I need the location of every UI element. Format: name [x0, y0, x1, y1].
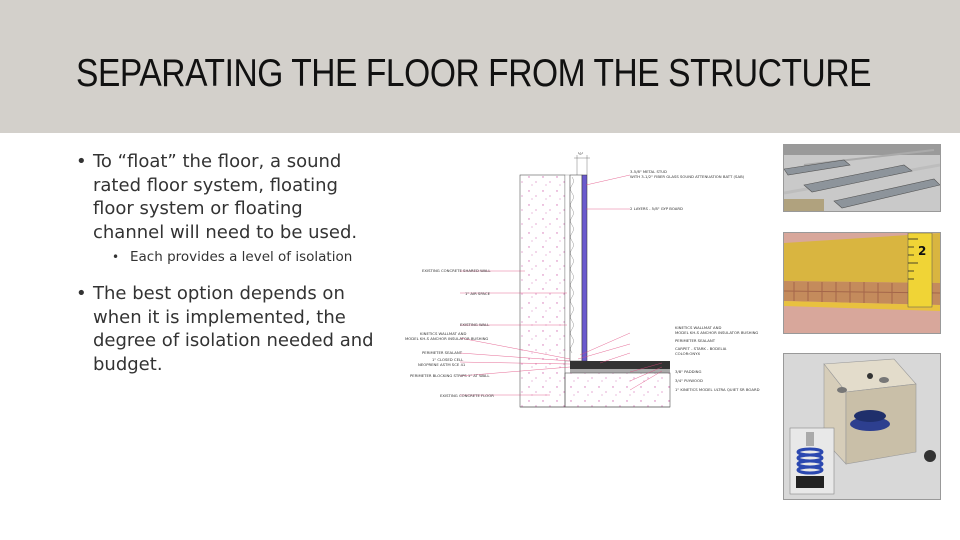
spring-isolator-photo — [783, 353, 941, 500]
drawing-label: 1" CLOSED CELL — [432, 357, 464, 362]
floor-section-drawing — [400, 145, 775, 415]
drawing-label: 1" AIR SPACE — [465, 291, 490, 296]
bullet-item — [76, 150, 376, 244]
drawing-label: PERIMETER SEALANT — [422, 350, 463, 355]
sub-bullet-item — [93, 249, 376, 266]
drawing-label: MODEL KH-S ANCHOR INSULATOR BUSHING — [405, 336, 489, 341]
air-space-shape — [565, 175, 570, 361]
drawing-label: 2 LAYERS - 5/8" GYP BOARD — [630, 206, 683, 211]
drawing-label: NEOPRENE ASTM SCE 41 — [418, 362, 466, 367]
sub-bullet-text: Each provides a level of isolation — [130, 249, 353, 265]
gyp-board-shape — [582, 175, 587, 361]
tape-number: 2 — [918, 244, 927, 258]
drawing-label: WITH 3-1/2" FIBER GLASS SOUND ATTENUATION BATT (SAB) — [630, 174, 745, 179]
bullet-text: To “float” the floor, a sound rated floor system, floating floor system or floating channel will need to be used. — [93, 151, 358, 243]
drawing-label: EXISTING CONCRETE FLOOR — [440, 393, 494, 398]
drawing-label: EXISTING WALL — [460, 322, 490, 327]
drawing-label: MODEL KH-S ANCHOR INSULATOR BUSHING — [675, 330, 759, 335]
drawing-label: CARPET - STARK - BODELIA — [675, 346, 727, 351]
bullet-text: The best option depends on when it is implemented, the degree of isolation needed and budget. — [93, 283, 374, 375]
sound-board-photo — [783, 232, 941, 334]
drawing-label: KINETICS WALLMAT AND — [675, 325, 722, 330]
plywood-shape — [570, 369, 670, 373]
drawing-label: 3-5/8" METAL STUD — [630, 169, 667, 174]
bullet-item — [76, 282, 376, 376]
drawing-label: PERIMETER BLOCKING STRIPS 1" AT WALL — [410, 373, 490, 378]
drawing-label: COLOR:ONYX — [675, 351, 701, 356]
metal-stud-shape — [570, 175, 582, 361]
drawing-label: 3/4" PLYWOOD — [675, 378, 703, 383]
slide-title: SEPARATING THE FLOOR FROM THE STRUCTURE — [76, 52, 872, 95]
dimension-label: ½" — [578, 151, 584, 156]
drawing-label: PERIMETER SEALANT — [675, 338, 716, 343]
bullet-dot-icon: • — [112, 250, 120, 264]
drawing-label: 1" KINETICS MODEL ULTRA QUIET SR BOARD — [675, 387, 760, 392]
drawing-label: 3/8" PADDING — [675, 369, 702, 374]
concrete-floor-shape — [565, 373, 670, 407]
concrete-wall-shape — [520, 175, 565, 407]
bullet-dot-icon: • — [76, 283, 87, 304]
drawing-label: EXISTING CONCRETE SHARED WALL — [422, 268, 491, 273]
bullet-list — [76, 150, 376, 376]
floating-channel-photo — [783, 144, 941, 212]
bullet-dot-icon: • — [76, 151, 87, 172]
drawing-label: KINETICS WALLMAT AND — [420, 331, 467, 336]
